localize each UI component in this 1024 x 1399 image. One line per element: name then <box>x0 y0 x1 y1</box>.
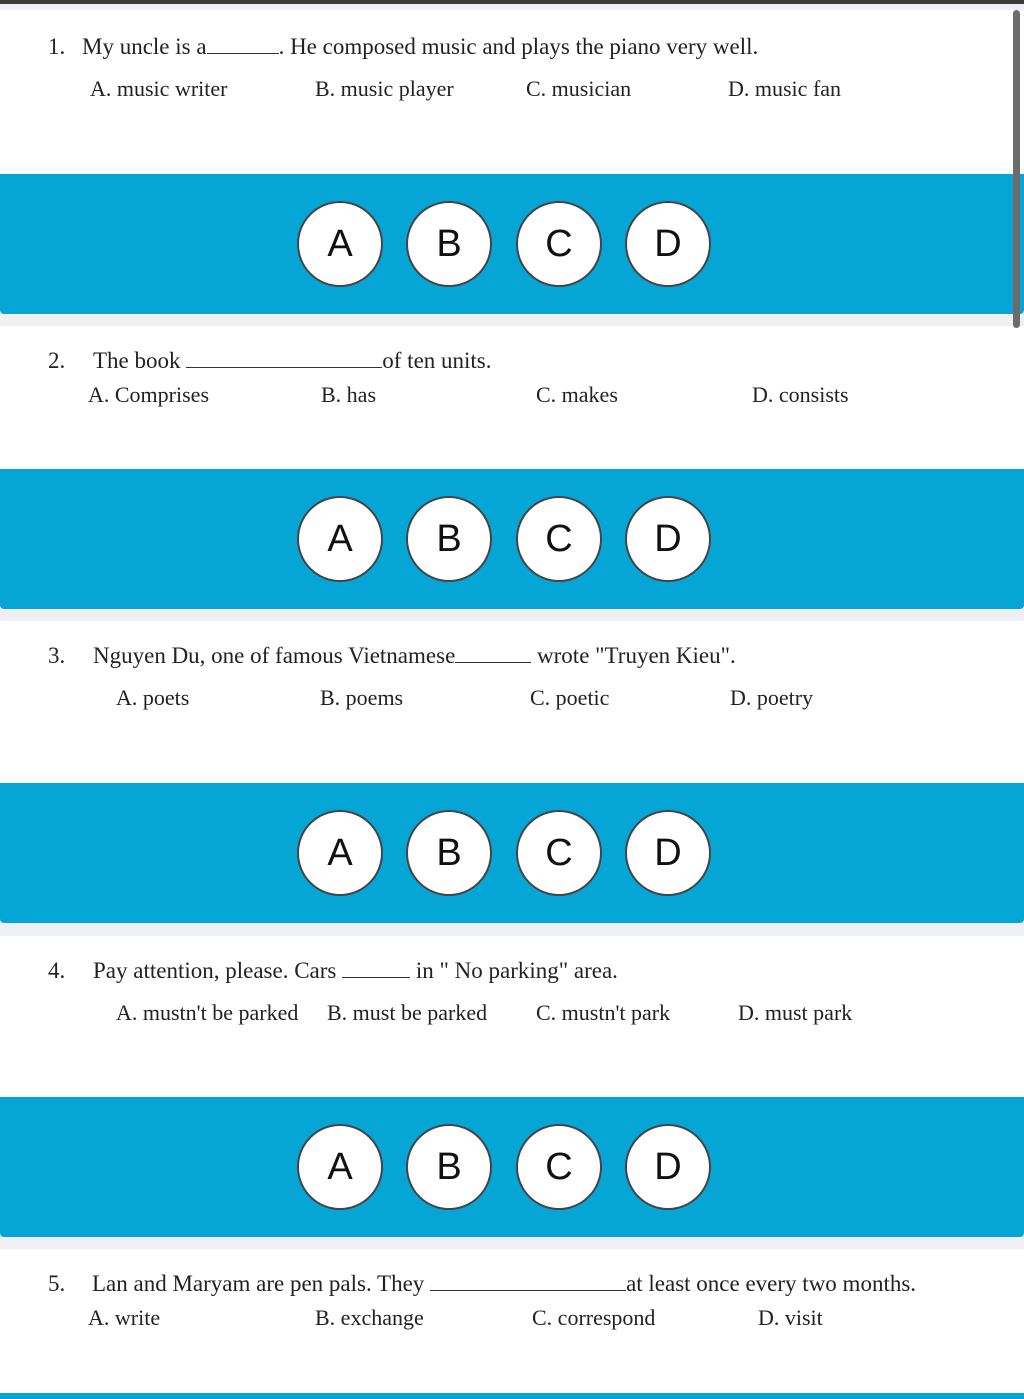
answer-button-d[interactable]: D <box>625 1124 711 1210</box>
option-a: A. write <box>88 1305 161 1330</box>
option-a: A. Comprises <box>88 382 209 407</box>
answer-button-c[interactable]: C <box>516 810 602 896</box>
answer-button-d[interactable]: D <box>625 496 711 582</box>
question-text: The book of ten units. <box>93 348 492 373</box>
question-text: My uncle is a . He composed music and plays the piano very well. <box>82 34 759 59</box>
option-d: D. must park <box>738 1000 853 1025</box>
question-card-1 <box>0 10 1024 174</box>
question-card-3 <box>0 621 1024 784</box>
question-card-4 <box>0 936 1024 1098</box>
answer-button-c[interactable]: C <box>516 1124 602 1210</box>
option-b: B. music player <box>315 76 454 101</box>
answer-blank <box>342 959 410 978</box>
option-b: B. poems <box>320 685 404 710</box>
question-card-2 <box>0 326 1024 470</box>
answer-bar-5-edge <box>0 1393 1024 1399</box>
answer-button-a[interactable]: A <box>297 810 383 896</box>
answer-blank <box>186 349 382 368</box>
option-c: C. musician <box>526 76 632 101</box>
answer-button-b[interactable]: B <box>406 1124 492 1210</box>
option-a: A. music writer <box>90 76 228 101</box>
option-d: D. consists <box>752 382 849 407</box>
answer-blank <box>455 644 531 663</box>
question-card-5 <box>0 1249 1024 1393</box>
question-number: 4. <box>48 958 66 983</box>
answer-bar-1 <box>0 174 1024 314</box>
top-edge <box>0 0 1024 4</box>
answer-button-b[interactable]: B <box>406 496 492 582</box>
option-d: D. poetry <box>730 685 814 710</box>
answer-button-a[interactable]: A <box>297 201 383 287</box>
question-number: 2. <box>48 348 66 373</box>
option-b: B. exchange <box>315 1305 424 1330</box>
option-b: B. must be parked <box>327 1000 488 1025</box>
answer-button-d[interactable]: D <box>625 201 711 287</box>
option-c: C. makes <box>536 382 618 407</box>
answer-button-d[interactable]: D <box>625 810 711 896</box>
answer-button-a[interactable]: A <box>297 496 383 582</box>
answer-blank <box>207 35 279 54</box>
option-c: C. mustn't park <box>536 1000 671 1025</box>
scrollbar-thumb[interactable] <box>1013 10 1020 328</box>
option-d: D. visit <box>758 1305 823 1330</box>
question-number: 5. <box>48 1271 66 1296</box>
option-a: A. mustn't be parked <box>116 1000 299 1025</box>
question-text: Nguyen Du, one of famous Vietnamese wrote "Truyen Kieu". <box>93 643 736 668</box>
option-b: B. has <box>321 382 376 407</box>
option-d: D. music fan <box>728 76 842 101</box>
answer-button-c[interactable]: C <box>516 201 602 287</box>
option-c: C. poetic <box>530 685 610 710</box>
question-text: Lan and Maryam are pen pals. They at least once every two months. <box>92 1271 917 1296</box>
question-number: 3. <box>48 643 66 668</box>
answer-button-a[interactable]: A <box>297 1124 383 1210</box>
answer-button-c[interactable]: C <box>516 496 602 582</box>
option-a: A. poets <box>116 685 190 710</box>
option-c: C. correspond <box>532 1305 656 1330</box>
answer-bar-4 <box>0 1097 1024 1237</box>
answer-blank <box>430 1272 626 1291</box>
answer-bar-3 <box>0 783 1024 923</box>
question-number: 1. <box>48 34 66 59</box>
answer-button-b[interactable]: B <box>406 810 492 896</box>
answer-button-b[interactable]: B <box>406 201 492 287</box>
question-text: Pay attention, please. Cars in " No parking" area. <box>93 958 618 983</box>
answer-bar-2 <box>0 469 1024 609</box>
